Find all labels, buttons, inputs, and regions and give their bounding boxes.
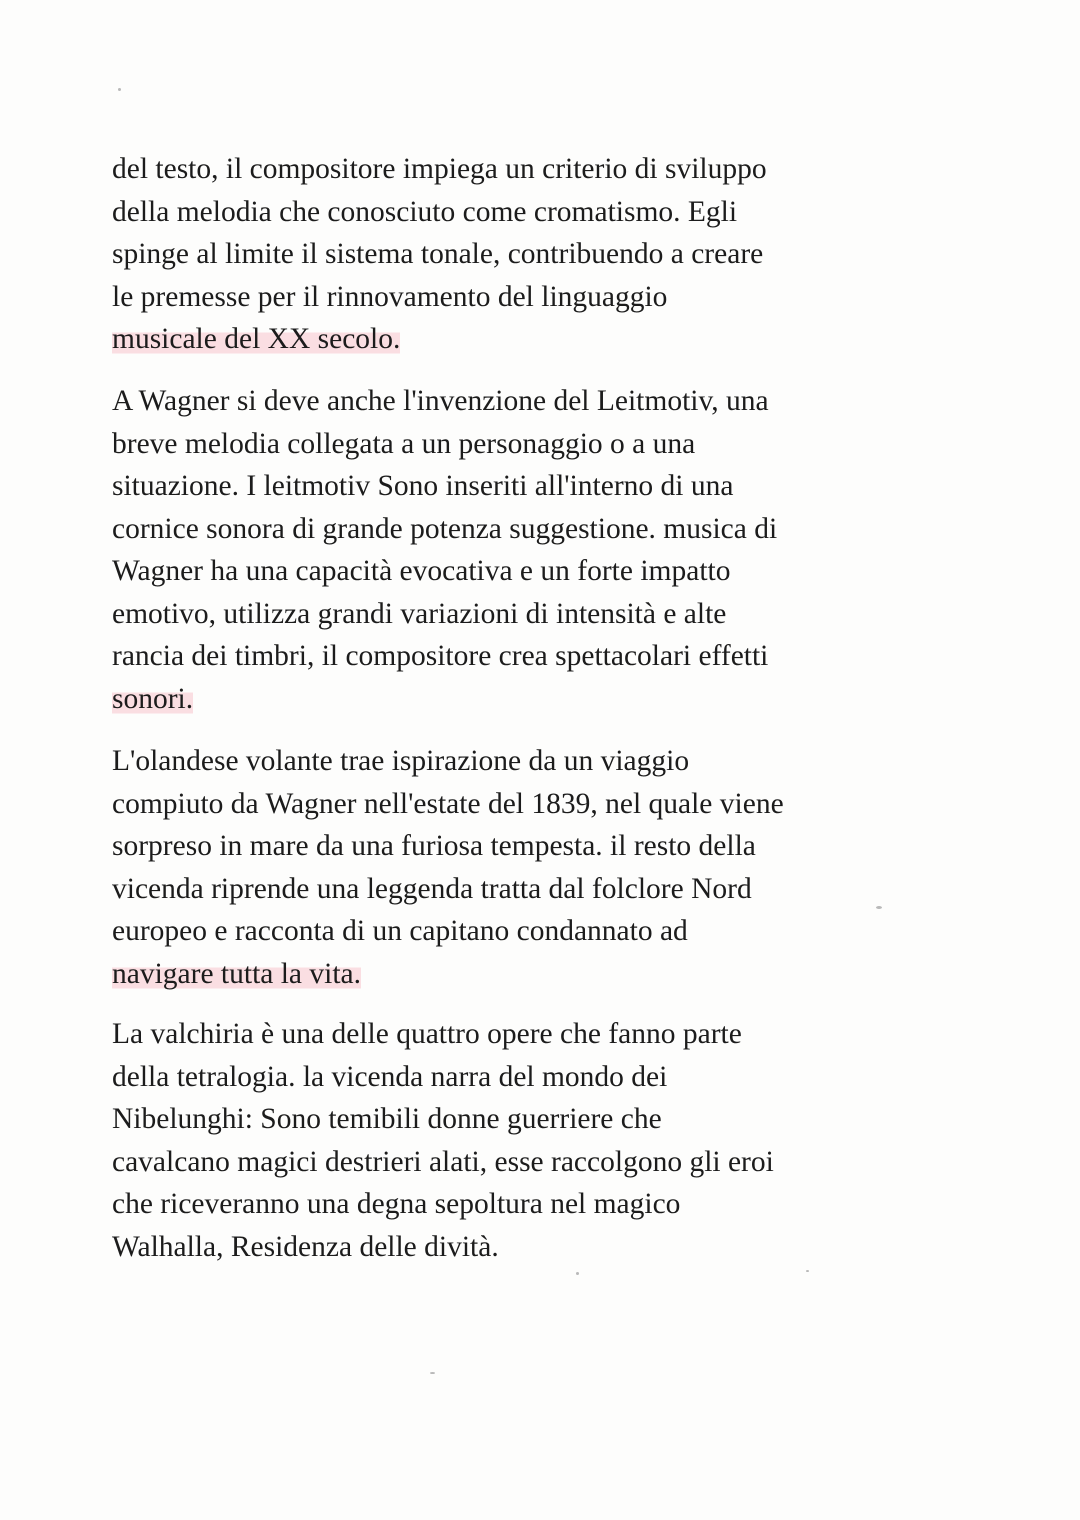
highlighted-text: musicale del XX secolo. <box>112 323 401 355</box>
highlighted-text: navigare tutta la vita. <box>112 957 362 990</box>
text-line: A Wagner si deve anche l'invenzione del Leitmotiv, una <box>112 385 769 417</box>
text-line: della tetralogia. la vicenda narra del mondo dei <box>112 1060 668 1093</box>
text-line: L'olandese volante trae ispirazione da un viaggio <box>112 745 690 777</box>
text-line: le premesse per il rinnovamento del linguaggio <box>112 280 668 313</box>
text-line <box>112 953 932 996</box>
text-line: La valchiria è una delle quattro opere che fanno parte <box>112 1018 742 1050</box>
text-line: Wagner ha una capacità evocativa e un forte impatto <box>112 555 731 587</box>
paper-speck <box>118 88 121 91</box>
text-line: compiuto da Wagner nell'estate del 1839, nel quale viene <box>112 787 784 820</box>
text-line: della melodia che conosciuto come cromatismo. Egli <box>112 195 738 228</box>
text-line: Walhalla, Residenza delle dività. <box>112 1230 499 1263</box>
paper-speck <box>430 1372 435 1374</box>
text-line: cavalcano magici destrieri alati, esse raccolgono gli eroi <box>112 1145 774 1178</box>
text-line: Nibelunghi: Sono temibili donne guerriere che <box>112 1103 662 1135</box>
text-line: del testo, il compositore impiega un criterio di sviluppo <box>112 153 767 185</box>
text-line: vicenda riprende una leggenda tratta dal folclore Nord <box>112 872 752 905</box>
text-line: che riceveranno una degna sepoltura nel magico <box>112 1188 681 1220</box>
text-line: emotivo, utilizza grandi variazioni di intensità e alte <box>112 597 727 630</box>
paragraph-valchiria <box>112 1013 932 1268</box>
text-line: breve melodia collegata a un personaggio o a una <box>112 427 696 460</box>
paper-speck <box>876 906 882 909</box>
highlighted-text: sonori. <box>112 682 194 715</box>
text-line: sorpreso in mare da una furiosa tempesta. il resto della <box>112 830 756 862</box>
text-line: rancia dei timbri, il compositore crea spettacolari effetti <box>112 640 769 672</box>
paragraph-chromatism <box>112 148 932 361</box>
text-line: cornice sonora di grande potenza suggestione. musica di <box>112 512 778 545</box>
text-line: europeo e racconta di un capitano condannato ad <box>112 915 688 947</box>
text-line: spinge al limite il sistema tonale, contribuendo a creare <box>112 238 764 270</box>
paragraph-olandese-volante <box>112 740 932 995</box>
text-line <box>112 678 932 721</box>
paper-speck <box>576 1272 579 1275</box>
paper-speck <box>806 1270 809 1272</box>
text-line <box>112 318 932 361</box>
paragraph-leitmotiv <box>112 380 932 720</box>
text-line: situazione. I leitmotiv Sono inseriti all'interno di una <box>112 470 734 502</box>
